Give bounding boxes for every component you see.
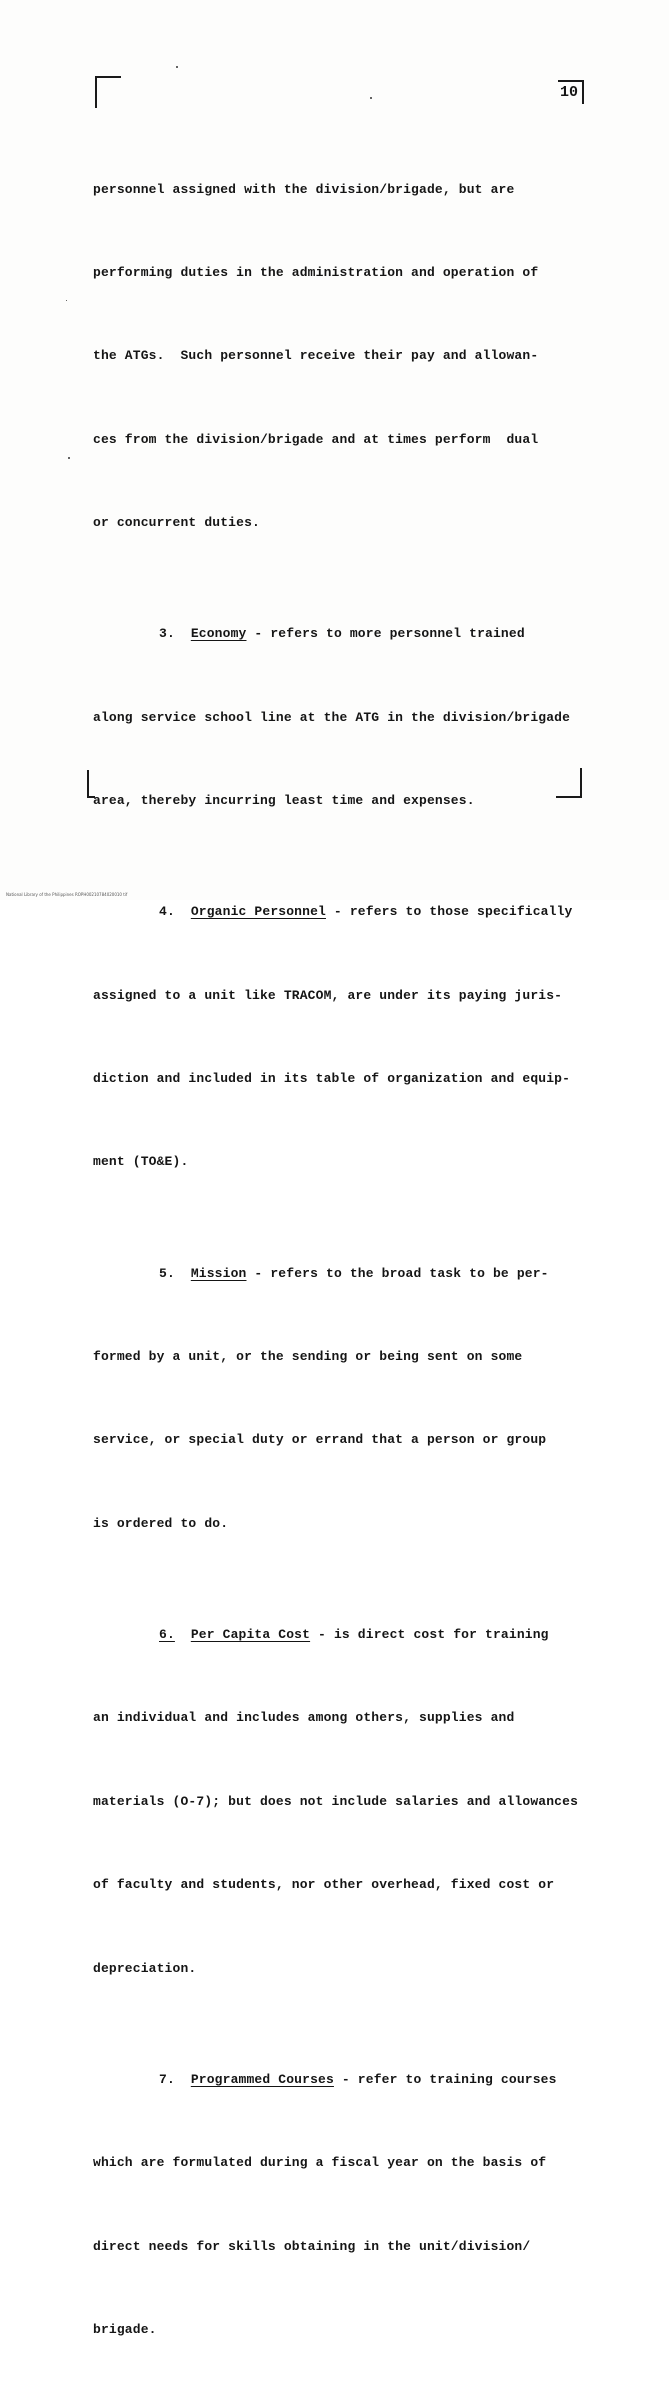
crop-mark-top-left bbox=[95, 76, 121, 108]
definition-text: - refer to training courses bbox=[333, 2071, 557, 2087]
definition-term: Organic Personnel bbox=[190, 904, 326, 920]
definition-line: an individual and includes among others, supplies and bbox=[93, 1710, 515, 1726]
definition-line: direct needs for skills obtaining in the unit/division/ bbox=[93, 2238, 531, 2254]
intro-line: performing duties in the administration and operation of bbox=[93, 264, 539, 280]
body-text bbox=[93, 120, 623, 2399]
definition-term: Economy bbox=[190, 626, 247, 642]
definition-line: depreciation. bbox=[93, 1960, 197, 1976]
definition-text: - refers to those specifically bbox=[325, 904, 573, 920]
definition-per-capita-cost bbox=[93, 1621, 623, 1649]
intro-line: personnel assigned with the division/brigade, but are bbox=[93, 181, 515, 197]
scan-speck bbox=[66, 300, 67, 301]
intro-line: or concurrent duties. bbox=[93, 515, 260, 531]
definition-line: formed by a unit, or the sending or being sent on some bbox=[93, 1349, 523, 1365]
definition-line: materials (O-7); but does not include salaries and allowances bbox=[93, 1793, 579, 1809]
definition-text: - refers to the broad task to be per- bbox=[246, 1265, 549, 1281]
definition-organic-personnel bbox=[93, 898, 623, 926]
definition-text: - is direct cost for training bbox=[310, 1627, 549, 1643]
definition-term: Per Capita Cost bbox=[190, 1627, 311, 1643]
page-number: 10 bbox=[558, 80, 584, 104]
definition-number: 4. bbox=[159, 904, 175, 920]
scan-speck bbox=[370, 97, 372, 99]
definition-number: 5. bbox=[159, 1265, 175, 1281]
definition-number: 6. bbox=[159, 1627, 175, 1643]
definition-line: brigade. bbox=[93, 2321, 157, 2337]
definition-line: along service school line at the ATG in the division/brigade bbox=[93, 709, 571, 725]
intro-line: the ATGs. Such personnel receive their pay and allowan- bbox=[93, 348, 539, 364]
scan-speck bbox=[68, 457, 70, 459]
intro-line: ces from the division/brigade and at times perform dual bbox=[93, 431, 539, 447]
definition-number: 3. bbox=[159, 626, 175, 642]
crop-mark-bottom-left bbox=[87, 770, 95, 798]
definition-line: service, or special duty or errand that a person or group bbox=[93, 1432, 547, 1448]
definition-programmed-courses bbox=[93, 2066, 623, 2094]
definition-line: of faculty and students, nor other overhead, fixed cost or bbox=[93, 1877, 555, 1893]
definition-line: ment (TO&E). bbox=[93, 1154, 189, 1170]
definition-term: Mission bbox=[190, 1265, 247, 1281]
definition-line: diction and included in its table of organization and equip- bbox=[93, 1071, 571, 1087]
definition-line: is ordered to do. bbox=[93, 1515, 229, 1531]
definition-mission bbox=[93, 1260, 623, 1288]
scan-speck bbox=[176, 66, 178, 68]
definition-number: 7. bbox=[159, 2071, 175, 2087]
scan-footer: National Library of the Philippines ROPH00210784020010 tif bbox=[6, 892, 128, 897]
definition-line: area, thereby incurring least time and expenses. bbox=[93, 793, 475, 809]
definition-text: - refers to more personnel trained bbox=[246, 626, 525, 642]
definition-line: which are formulated during a fiscal year on the basis of bbox=[93, 2155, 547, 2171]
crop-mark-bottom-right bbox=[556, 768, 582, 798]
definition-term: Programmed Courses bbox=[190, 2071, 334, 2087]
definition-economy bbox=[93, 620, 623, 648]
definition-line: assigned to a unit like TRACOM, are under its paying juris- bbox=[93, 987, 563, 1003]
